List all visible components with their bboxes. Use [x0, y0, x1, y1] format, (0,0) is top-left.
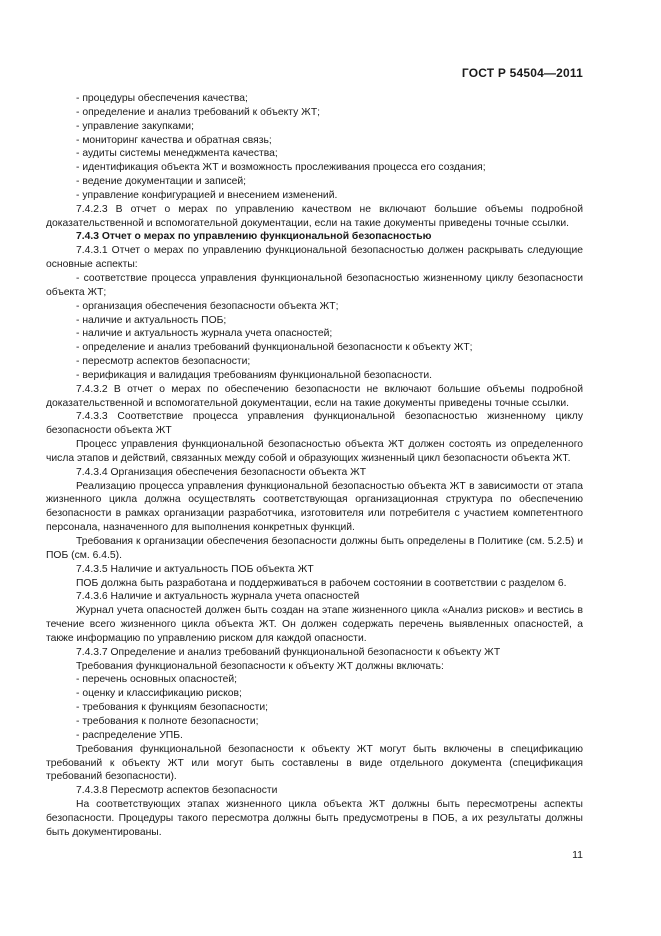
- list-item: - наличие и актуальность ПОБ;: [76, 314, 227, 326]
- paragraph: 7.4.3.6 Наличие и актуальность журнала учета опасностей: [76, 591, 360, 603]
- list-item: - требования к полноте безопасности;: [76, 715, 259, 727]
- list-item: - верификация и валидация требованиям функциональной безопасности.: [76, 369, 433, 381]
- paragraph: 7.4.3 Отчет о мерах по управлению функциональной безопасностью: [76, 231, 432, 243]
- paragraph: 7.4.3.3 Соответствие процесса управления функциональной безопасностью жизненному циклу безопасности объекта ЖТ: [46, 411, 583, 437]
- list-item: - распределение УПБ.: [76, 729, 183, 741]
- paragraph: 7.4.2.3 В отчет о мерах по управлению качеством не включают большие объемы подробной доказательственной и вспомогательной документации, если на такие документы приведены точные ссылки.: [46, 203, 583, 229]
- list-item: - управление закупками;: [76, 120, 194, 132]
- list-item: - управление конфигурацией и внесением изменений.: [76, 189, 338, 201]
- list-item: - процедуры обеспечения качества;: [76, 93, 248, 104]
- paragraph: ПОБ должна быть разработана и поддерживаться в рабочем состоянии в соответствии с разделом 6.: [76, 577, 567, 589]
- document-body: [46, 92, 583, 840]
- page-number: 11: [572, 849, 583, 861]
- list-item: - мониторинг качества и обратная связь;: [76, 134, 272, 146]
- paragraph: Требования функциональной безопасности к объекту ЖТ должны включать:: [76, 660, 444, 672]
- list-item: - оценку и классификацию рисков;: [76, 688, 242, 700]
- list-item: - требования к функциям безопасности;: [76, 702, 268, 714]
- paragraph: Требования к организации обеспечения безопасности должны быть определены в Политике (см. 5.2.5) и ПОБ (см. 6.4.5).: [46, 536, 583, 561]
- paragraph: Журнал учета опасностей должен быть создан на этапе жизненного цикла «Анализ рисков» и вестись в течение всего жизненного цикла объекта ЖТ. Он должен содержать перечень выявленных опасностей, а также информацию по управлению риском для каждой опасности.: [46, 605, 583, 644]
- paragraph: 7.4.3.7 Определение и анализ требований функциональной безопасности к объекту ЖТ: [76, 646, 501, 658]
- paragraph: 7.4.3.4 Организация обеспечения безопасности объекта ЖТ: [76, 466, 367, 478]
- paragraph: 7.4.3.5 Наличие и актуальность ПОБ объекта ЖТ: [76, 563, 314, 575]
- paragraph: 7.4.3.2 В отчет о мерах по обеспечению безопасности не включают большие объемы подробной доказательственной и вспомогательной документации, если на такие документы приведены точные ссылки.: [46, 383, 583, 409]
- list-item: - ведение документации и записей;: [76, 176, 247, 188]
- paragraph: 7.4.3.1 Отчет о мерах по управлению функциональной безопасностью должен раскрывать следующие основные аспекты:: [46, 245, 583, 271]
- paragraph: 7.4.3.8 Пересмотр аспектов безопасности: [76, 785, 278, 797]
- list-item: - пересмотр аспектов безопасности;: [76, 356, 251, 368]
- paragraph: Процесс управления функциональной безопасностью объекта ЖТ должен состоять из определенного числа этапов и действий, связанных между собой и образующих жизненный цикл безопасности объекта ЖТ.: [46, 439, 583, 464]
- list-item: - наличие и актуальность журнала учета опасностей;: [76, 328, 333, 340]
- list-item: - перечень основных опасностей;: [76, 674, 237, 686]
- paragraph: На соответствующих этапах жизненного цикла объекта ЖТ должны быть пересмотрены аспекты безопасности. Процедуры такого пересмотра должны быть предусмотрены в ПОБ, а их результаты должны быть документированы.: [46, 799, 583, 838]
- list-item: - аудиты системы менеджмента качества;: [76, 148, 278, 160]
- document-code-header: ГОСТ Р 54504—2011: [461, 66, 583, 80]
- paragraph: Требования функциональной безопасности к объекту ЖТ могут быть включены в спецификацию требований к объекту ЖТ или могут быть составлены в виде отдельного документа (спецификация требований безопасности).: [46, 743, 583, 783]
- list-item: - определение и анализ требований функциональной безопасности к объекту ЖТ;: [76, 342, 473, 354]
- list-item: - идентификация объекта ЖТ и возможность прослеживания процесса его создания;: [76, 162, 486, 174]
- list-item: - соответствие процесса управления функциональной безопасностью жизненному циклу безопасности объекта ЖТ;: [46, 272, 583, 298]
- paragraph: Реализацию процесса управления функциональной безопасностью объекта ЖТ в зависимости от этапа жизненного цикла должна осуществлять соответствующая организационная структура по обеспечению безопасности в рамках организации разработчика, изготовителя или потребителя с участием компетентного персонала, назначенного для выполнения конкретных функций.: [46, 480, 583, 534]
- list-item: - организация обеспечения безопасности объекта ЖТ;: [76, 300, 339, 312]
- list-item: - определение и анализ требований к объекту ЖТ;: [76, 106, 321, 118]
